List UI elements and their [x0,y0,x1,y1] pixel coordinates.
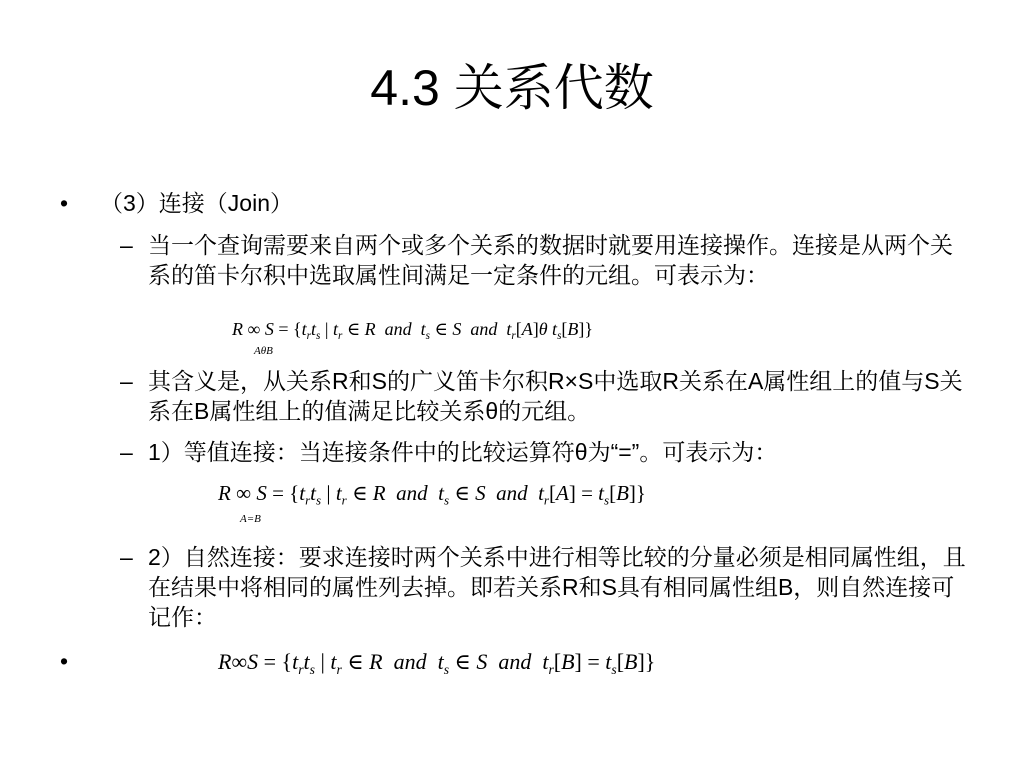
subitem-text: 1）等值连接：当连接条件中的比较运算符θ为“=”。可表示为： [148,439,778,465]
formula-equi-join [218,478,646,525]
formula-text: $R\infty S = \{t_rt_s$ | $t_r$ ∈ R and $t_s$ ∈ S and $t_r[B] = t_s[B]$} [218,649,656,677]
subitem-equi-join [120,437,980,469]
bullet-join [60,188,960,220]
dash-mark: – [120,439,133,465]
subitem-text: 2）自然连接：要求连接时两个关系中进行相等比较的分量必须是相同属性组，且在结果中将相同的属性列去掉。即若关系R和S具有相同属性组B，则自然连接可记作： [148,544,966,630]
formula-text: R ∞ $S = \{t_rt_s$ | $t_r$ ∈ R and $t_s$ ∈ S and $t_r[A] = t_s[B]$} [218,481,646,508]
formula-theta-join [232,316,594,357]
subitem-text: 当一个查询需要来自两个或多个关系的数据时就要用连接操作。连接是从两个关系的笛卡尔积中选取属性间满足一定条件的元组。可表示为： [148,232,953,288]
join-subscript: A=B [240,513,261,525]
subitem-meaning [120,366,980,428]
slide-title: 4.3 关系代数 [370,60,654,116]
bullet-mark: • [60,190,69,216]
formula-text: R ∞ $S = \{t_rt_s$ | $t_r$ ∈ R and $t_s$ ∈ S and $t_r[A]\theta$ $t_s[B]$} [232,319,594,342]
dash-mark: – [120,232,133,258]
join-subscript: AθB [254,345,273,357]
subitem-text: 其含义是，从关系R和S的广义笛卡尔积R×S中选取R关系在A属性组上的值与S关系在B属性组上的值满足比较关系θ的元组。 [148,368,963,424]
bullet-mark: • [60,648,69,674]
bullet-text: （3）连接（Join） [100,190,293,216]
dash-mark: – [120,544,133,570]
dash-mark: – [120,368,133,394]
subitem-natural-join [120,542,980,634]
formula-natural-join [218,646,655,686]
subitem-definition [120,230,980,322]
